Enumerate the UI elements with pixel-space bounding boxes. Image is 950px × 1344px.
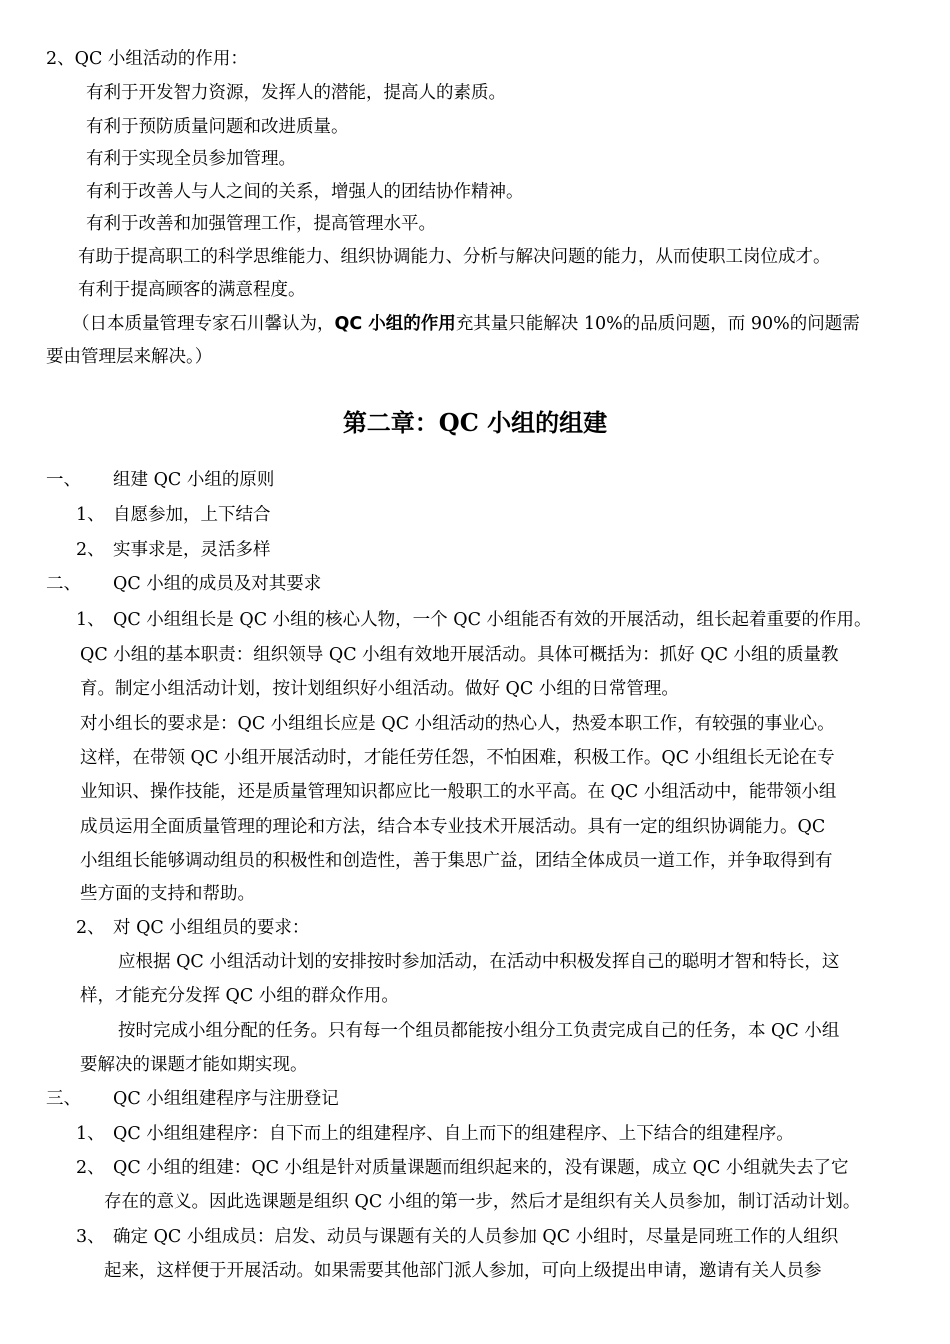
list-item: 有利于改善和加强管理工作，提高管理水平。	[86, 214, 436, 234]
note-text: 充其量只能解决 10%的品质问题，而 90%的问题需	[455, 314, 860, 334]
list-item	[113, 1157, 848, 1179]
list-item: 有利于改善人与人之间的关系，增强人的团结协作精神。	[86, 182, 524, 202]
paragraph-line: 应根据 QC 小组活动计划的安排按时参加活动，在活动中积极发挥自己的聪明才智和特长，这	[118, 952, 840, 972]
paragraph-line: 些方面的支持和帮助。	[80, 884, 255, 904]
list-item: QC 小组组建程序：自下而上的组建程序、自上而下的组建程序、上下结合的组建程序。	[113, 1124, 794, 1144]
list-item: 有助于提高职工的科学思维能力、组织协调能力、分析与解决问题的能力，从而使职工岗位成才。	[78, 247, 831, 267]
list-item: 有利于实现全员参加管理。	[86, 149, 296, 169]
list-item: 有利于预防质量问题和改进质量。	[86, 117, 349, 137]
paragraph-line: 存在的意义。因此选课题是组织 QC 小组的第一步，然后才是组织有关人员参加，制订活动计划。	[104, 1192, 861, 1212]
paragraph-line: 业知识、操作技能，还是质量管理知识都应比一般职工的水平高。在 QC 小组活动中，能带领小组	[80, 782, 837, 802]
item-number: 1、	[76, 1124, 105, 1144]
item-number: 2、	[76, 540, 105, 560]
item-text: 启发、动员与课题有关的人员参加 QC 小组时，尽量是同班工作的人组织	[274, 1227, 839, 1247]
item-number: 2、	[76, 1158, 105, 1178]
paragraph-line: 小组组长能够调动组员的积极性和创造性，善于集思广益，团结全体成员一道工作，并争取得到有	[80, 851, 833, 871]
item-text: QC 小组是针对质量课题而组织起来的，没有课题，成立 QC 小组就失去了它	[251, 1158, 849, 1178]
paragraph-line: 样，才能充分发挥 QC 小组的群众作用。	[80, 986, 399, 1006]
paragraph-line: 起来，这样便于开展活动。如果需要其他部门派人参加，可向上级提出申请，邀请有关人员参	[104, 1261, 822, 1281]
list-item: 有利于开发智力资源，发挥人的潜能，提高人的素质。	[86, 83, 506, 103]
item-number: 3、	[76, 1227, 105, 1247]
paragraph-line: 育。制定小组活动计划，按计划组织好小组活动。做好 QC 小组的日常管理。	[80, 679, 679, 699]
list-item: 对 QC 小组组员的要求：	[113, 918, 310, 938]
note-continuation: 要由管理层来解决。）	[46, 347, 213, 367]
part-title: QC 小组组建程序与注册登记	[113, 1089, 339, 1109]
item-number: 2、	[76, 918, 105, 938]
note-bold-text: QC 小组的作用	[334, 314, 456, 334]
note-text: （日本质量管理专家石川馨认为，	[72, 314, 335, 334]
list-item: 有利于提高顾客的满意程度。	[78, 280, 306, 300]
paragraph-line: 要解决的课题才能如期实现。	[80, 1055, 308, 1075]
list-item: QC 小组组长是 QC 小组的核心人物，一个 QC 小组能否有效的开展活动，组长起着重要的作用。	[113, 610, 872, 630]
item-number: 1、	[76, 505, 105, 525]
item-lead: 确定 QC 小组成员：	[113, 1227, 275, 1247]
paragraph-line: 这样，在带领 QC 小组开展活动时，才能任劳任怨，不怕困难，积极工作。QC 小组组长无论在专	[80, 748, 835, 768]
list-item	[113, 1226, 838, 1248]
note-paragraph	[72, 313, 860, 335]
section-heading: 2、QC 小组活动的作用：	[46, 49, 248, 69]
part-marker: 一、	[46, 470, 81, 490]
part-marker: 三、	[46, 1089, 81, 1109]
paragraph-line: QC 小组的基本职责：组织领导 QC 小组有效地开展活动。具体可概括为：抓好 QC 小组的质量教	[80, 645, 839, 665]
item-lead: QC 小组的组建：	[113, 1158, 252, 1178]
item-number: 1、	[76, 610, 105, 630]
chapter-title: 第二章：QC 小组的组建	[342, 408, 608, 437]
paragraph-line: 按时完成小组分配的任务。只有每一个组员都能按小组分工负责完成自己的任务，本 QC 小组	[118, 1021, 840, 1041]
list-item: 实事求是，灵活多样	[113, 540, 271, 560]
part-title: 组建 QC 小组的原则	[113, 470, 275, 490]
part-title: QC 小组的成员及对其要求	[113, 574, 322, 594]
paragraph-line: 对小组长的要求是：QC 小组组长应是 QC 小组活动的热心人，热爱本职工作，有较强的事业心。	[80, 714, 835, 734]
list-item: 自愿参加，上下结合	[113, 505, 271, 525]
part-marker: 二、	[46, 574, 81, 594]
paragraph-line: 成员运用全面质量管理的理论和方法，结合本专业技术开展活动。具有一定的组织协调能力。QC	[80, 817, 826, 837]
